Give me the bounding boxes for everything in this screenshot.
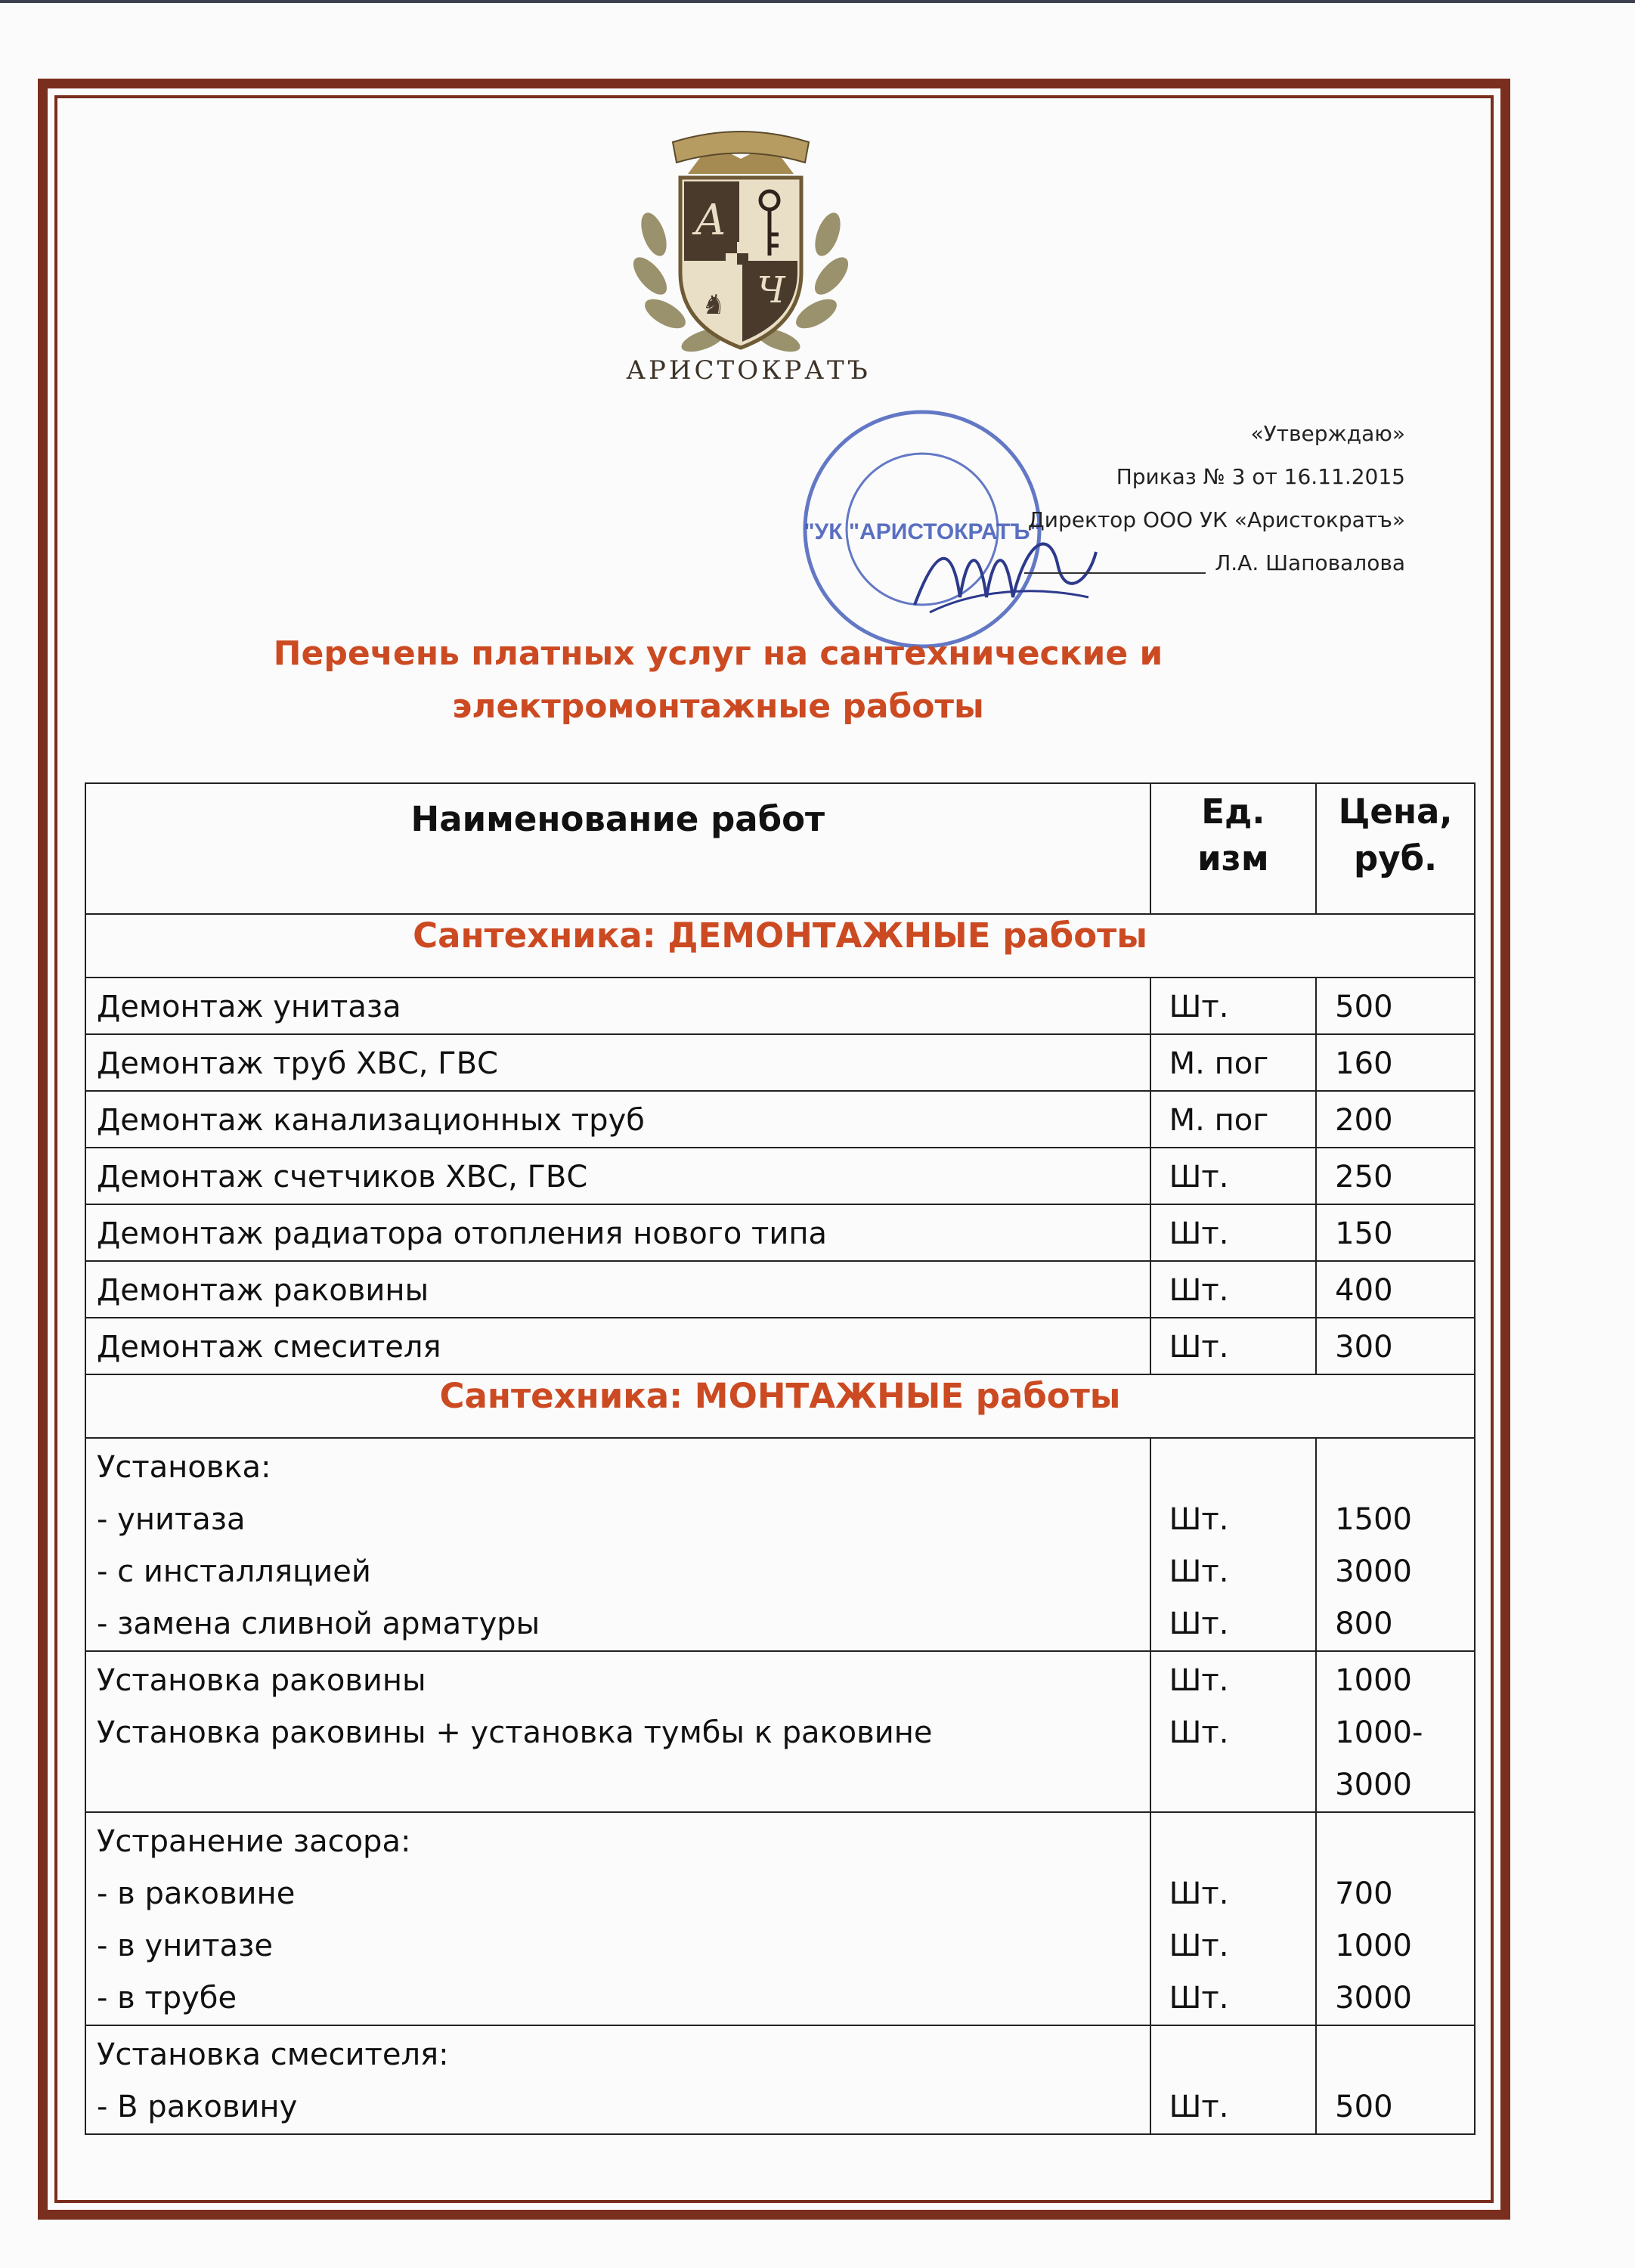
group-price-cell [1316, 1438, 1475, 1651]
group-price: 3000 [1335, 1768, 1412, 1802]
group-line: - в унитазе [97, 1929, 273, 1963]
group-line: - замена сливной арматуры [97, 1606, 540, 1641]
title-line-2: электромонтажные работы [452, 687, 984, 726]
group-price [1335, 2029, 1466, 2081]
group-price: 1000- [1335, 1715, 1423, 1750]
brand-name: АРИСТОКРАТЪ [626, 355, 871, 386]
approval-block [1024, 412, 1405, 584]
section-title-dismantling: Сантехника: ДЕМОНТАЖНЫЕ работы [85, 914, 1475, 978]
row-unit: М. пог [1150, 1091, 1317, 1148]
group-price-cell [1316, 1651, 1475, 1812]
group-price: 700 [1335, 1876, 1393, 1911]
group-line [97, 1759, 1142, 1811]
group-unit [1169, 1759, 1308, 1811]
group-line: Устранение засора: [97, 1824, 411, 1859]
group-unit: Шт. [1169, 1981, 1229, 2015]
table-row [85, 1034, 1475, 1091]
approval-line-approve: «Утверждаю» [1250, 421, 1405, 446]
row-unit: Шт. [1150, 1148, 1317, 1204]
group-unit-cell [1150, 1651, 1317, 1812]
group-price: 800 [1335, 1606, 1393, 1641]
table-row-group-installation [85, 1438, 1475, 1651]
group-line: Установка раковины [97, 1663, 426, 1698]
group-unit: Шт. [1169, 2090, 1229, 2124]
group-unit: Шт. [1169, 1606, 1229, 1641]
group-price-cell [1316, 2025, 1475, 2134]
section-row-dismantling [85, 914, 1475, 978]
row-name: Демонтаж унитаза [85, 978, 1150, 1034]
group-unit: Шт. [1169, 1502, 1229, 1537]
table-row [85, 1148, 1475, 1204]
table-row [85, 1318, 1475, 1374]
group-line: Установка смесителя: [97, 2037, 449, 2072]
table-row [85, 1261, 1475, 1318]
approval-line-director: Директор ООО УК «Аристократъ» [1027, 507, 1405, 532]
group-name-cell [85, 2025, 1150, 2134]
title-line-1: Перечень платных услуг на сантехнические и [273, 634, 1163, 673]
group-unit-cell [1150, 2025, 1317, 2134]
group-unit-cell [1150, 1812, 1317, 2025]
header-price: Цена, руб. [1316, 783, 1475, 914]
table-header-row [85, 783, 1475, 914]
row-unit: Шт. [1150, 1261, 1317, 1318]
row-price: 300 [1316, 1318, 1475, 1374]
svg-text:♞: ♞ [699, 290, 725, 321]
group-unit-cell [1150, 1438, 1317, 1651]
group-price: 1000 [1335, 1663, 1412, 1698]
svg-text:Ч: Ч [757, 269, 785, 311]
price-table [85, 782, 1476, 2135]
row-name: Демонтаж счетчиков ХВС, ГВС [85, 1148, 1150, 1204]
row-unit: Шт. [1150, 978, 1317, 1034]
row-name: Демонтаж смесителя [85, 1318, 1150, 1374]
row-unit: Шт. [1150, 1318, 1317, 1374]
group-unit: Шт. [1169, 1876, 1229, 1911]
group-price: 1000 [1335, 1929, 1412, 1963]
group-name-cell [85, 1651, 1150, 1812]
group-line: - с инсталляцией [97, 1554, 371, 1589]
signature-line [1024, 554, 1206, 574]
group-unit: Шт. [1169, 1554, 1229, 1589]
signatory-name: Л.А. Шаповалова [1215, 550, 1405, 575]
row-price: 400 [1316, 1261, 1475, 1318]
group-name-cell [85, 1812, 1150, 2025]
group-unit [1169, 1816, 1308, 1868]
group-line: - в трубе [97, 1981, 237, 2015]
row-price: 500 [1316, 978, 1475, 1034]
table-row-group-faucet [85, 2025, 1475, 2134]
header-unit: Ед. изм [1150, 783, 1317, 914]
row-name: Демонтаж раковины [85, 1261, 1150, 1318]
row-unit: М. пог [1150, 1034, 1317, 1091]
document-title [113, 627, 1323, 733]
approval-line-signatory [1024, 541, 1405, 584]
group-unit: Шт. [1169, 1929, 1229, 1963]
row-name: Демонтаж труб ХВС, ГВС [85, 1034, 1150, 1091]
svg-text:"УК "АРИСТОКРАТЪ": "УК "АРИСТОКРАТЪ" [804, 519, 1041, 544]
section-title-installation: Сантехника: МОНТАЖНЫЕ работы [85, 1374, 1475, 1438]
row-price: 150 [1316, 1204, 1475, 1261]
group-price-cell [1316, 1812, 1475, 2025]
header-name: Наименование работ [85, 783, 1150, 914]
row-unit: Шт. [1150, 1204, 1317, 1261]
table-row [85, 1091, 1475, 1148]
group-price: 3000 [1335, 1554, 1412, 1589]
group-price [1335, 1442, 1466, 1494]
row-name: Демонтаж радиатора отопления нового типа [85, 1204, 1150, 1261]
table-row [85, 1204, 1475, 1261]
group-price: 500 [1335, 2090, 1393, 2124]
scan-edge [0, 0, 1635, 3]
group-line: - унитаза [97, 1502, 246, 1537]
table-row-group-sink [85, 1651, 1475, 1812]
row-price: 250 [1316, 1148, 1475, 1204]
table-row-group-blockage [85, 1812, 1475, 2025]
section-row-installation [85, 1374, 1475, 1438]
row-price: 160 [1316, 1034, 1475, 1091]
group-line: - в раковине [97, 1876, 296, 1911]
table-row [85, 978, 1475, 1034]
group-unit [1169, 1442, 1308, 1494]
aristocrat-emblem-logo [620, 121, 862, 370]
group-line: - В раковину [97, 2090, 298, 2124]
group-unit: Шт. [1169, 1663, 1229, 1698]
group-line: Установка: [97, 1450, 271, 1485]
group-line: Установка раковины + установка тумбы к раковине [97, 1715, 933, 1750]
group-unit: Шт. [1169, 1715, 1229, 1750]
svg-text:A: A [695, 196, 726, 245]
row-price: 200 [1316, 1091, 1475, 1148]
group-name-cell [85, 1438, 1150, 1651]
group-price: 1500 [1335, 1502, 1412, 1537]
group-price [1335, 1816, 1466, 1868]
group-unit [1169, 2029, 1308, 2081]
group-price: 3000 [1335, 1981, 1412, 2015]
approval-line-order: Приказ № 3 от 16.11.2015 [1116, 464, 1405, 489]
row-name: Демонтаж канализационных труб [85, 1091, 1150, 1148]
